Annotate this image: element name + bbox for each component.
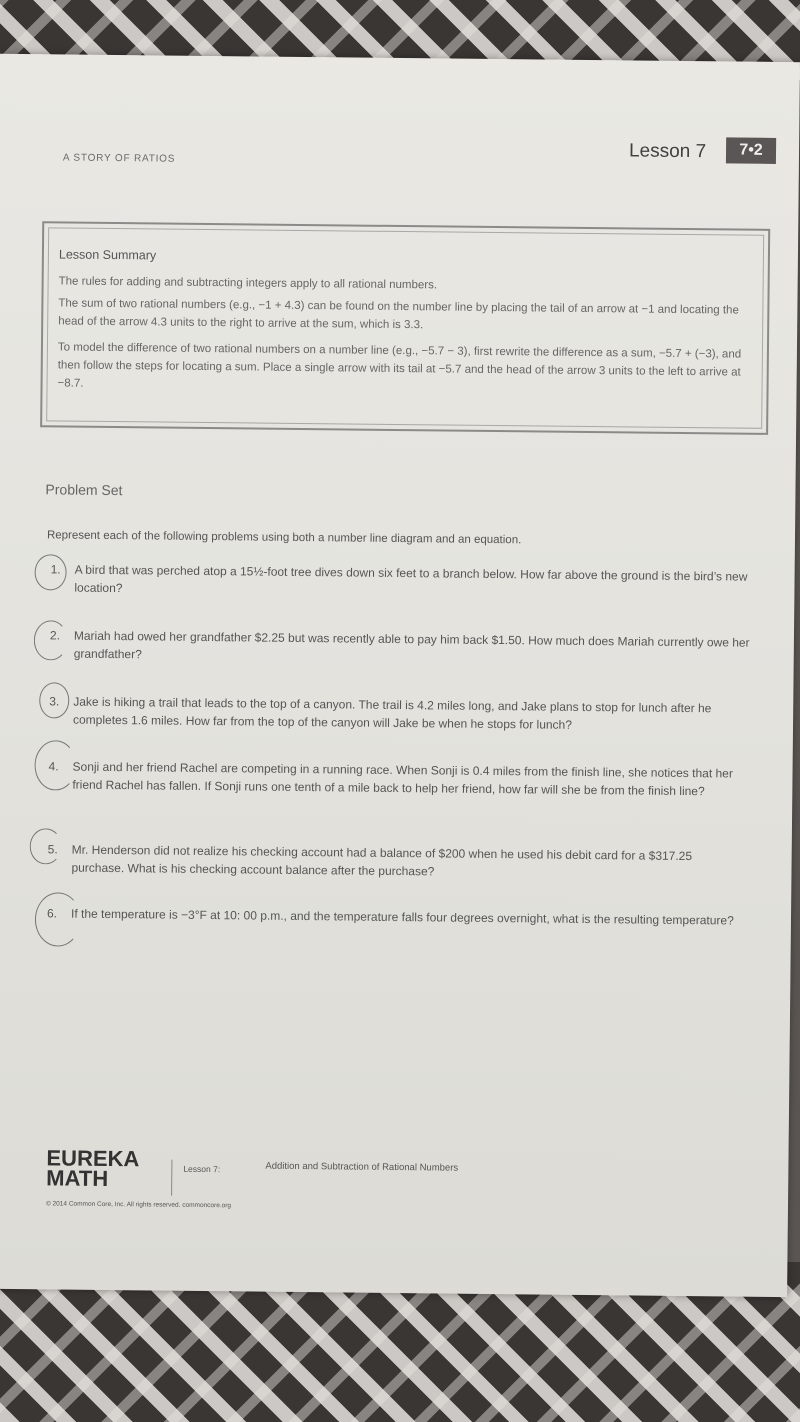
summary-paragraph-2: The sum of two rational numbers (e.g., −1 + 4.3) can be found on the number line by placing the tail of an arrow at −1 and locating the head of the arrow 4.3 units to the right to arrive at the sum, which is 3.3. [58, 297, 739, 332]
problem-set-intro: Represent each of the following problems using both a number line diagram and an equation. [46, 529, 522, 547]
problem-text: Sonji and her friend Rachel are competing in a running race. When Sonji is 0.4 miles from the finish line, she notices that her friend Rachel has fallen. If Sonji runs one tenth of a mile back to help her friend, how far will she be from the finish line? [72, 759, 733, 799]
problem-text: Jake is hiking a trail that leads to the top of a canyon. The trail is 4.2 miles long, and Jake plans to stop for lunch after he completes 1.6 miles. How far from the top of the canyon will Jake be when he stops for lunch? [72, 694, 712, 732]
problem-6 [46, 904, 747, 928]
problem-text: A bird that was perched atop a 15½-foot tree dives down six feet to a branch below. How far above the ground is the bird’s new location? [74, 562, 748, 596]
problem-text: Mr. Henderson did not realize his checking account had a balance of $200 when he used his debit card for a $317.25 purchase. What is his checking account balance after the purchase? [71, 842, 693, 879]
problem-4 [48, 757, 749, 799]
footer-copyright: © 2014 Common Core, Inc. All rights reserved. commoncore.org [45, 1200, 232, 1210]
problem-text: Mariah had owed her grandfather $2.25 but was recently able to pay him back $1.50. How much does Mariah currently owe her grandfather? [73, 628, 750, 662]
problem-number: 6. [46, 906, 58, 921]
problem-2 [49, 626, 750, 662]
problem-number: 4. [48, 759, 59, 774]
pencil-circle-mark [34, 620, 68, 660]
footer-lesson-label: Lesson 7: [183, 1163, 221, 1175]
lesson-summary-title: Lesson Summary [58, 247, 157, 263]
series-title: A STORY OF RATIOS [62, 152, 176, 165]
footer-divider [171, 1160, 172, 1196]
worksheet-page [0, 54, 800, 1297]
pencil-circle-mark [35, 892, 82, 946]
problem-1 [50, 560, 751, 596]
eureka-math-logo: EUREKA MATH [46, 1145, 140, 1192]
problem-text: If the temperature is −3°F at 10: 00 p.m., and the temperature falls four degrees overnight, what is the resulting temperature? [70, 906, 734, 928]
problem-number: 1. [50, 562, 61, 577]
summary-paragraph-3: To model the difference of two rational numbers on a number line (e.g., −5.7 − 3), first rewrite the difference as a sum, −5.7 + (−3), and then follow the steps for locating a sum. Place a single arrow with its tail at −5.7 and the head of the arrow 3 units to the left to arrive at −8.7. [57, 341, 742, 390]
grade-module-badge: 7•2 [726, 137, 776, 164]
problem-3 [49, 692, 749, 732]
summary-paragraph-1: The rules for adding and subtracting integers apply to all rational numbers. [58, 275, 438, 292]
problem-number: 3. [49, 694, 60, 709]
problem-5 [47, 840, 748, 879]
problem-set-title: Problem Set [45, 481, 123, 499]
footer-lesson-title: Addition and Subtraction of Rational Numbers [265, 1160, 459, 1174]
lesson-label: Lesson 7 [628, 140, 707, 163]
lesson-summary-box [40, 221, 770, 435]
pencil-circle-mark [34, 740, 77, 790]
problem-number: 5. [47, 842, 58, 857]
problem-number: 2. [49, 628, 61, 643]
pencil-circle-mark [30, 828, 62, 864]
pencil-circle-mark [39, 682, 69, 718]
pencil-circle-mark [34, 554, 66, 590]
